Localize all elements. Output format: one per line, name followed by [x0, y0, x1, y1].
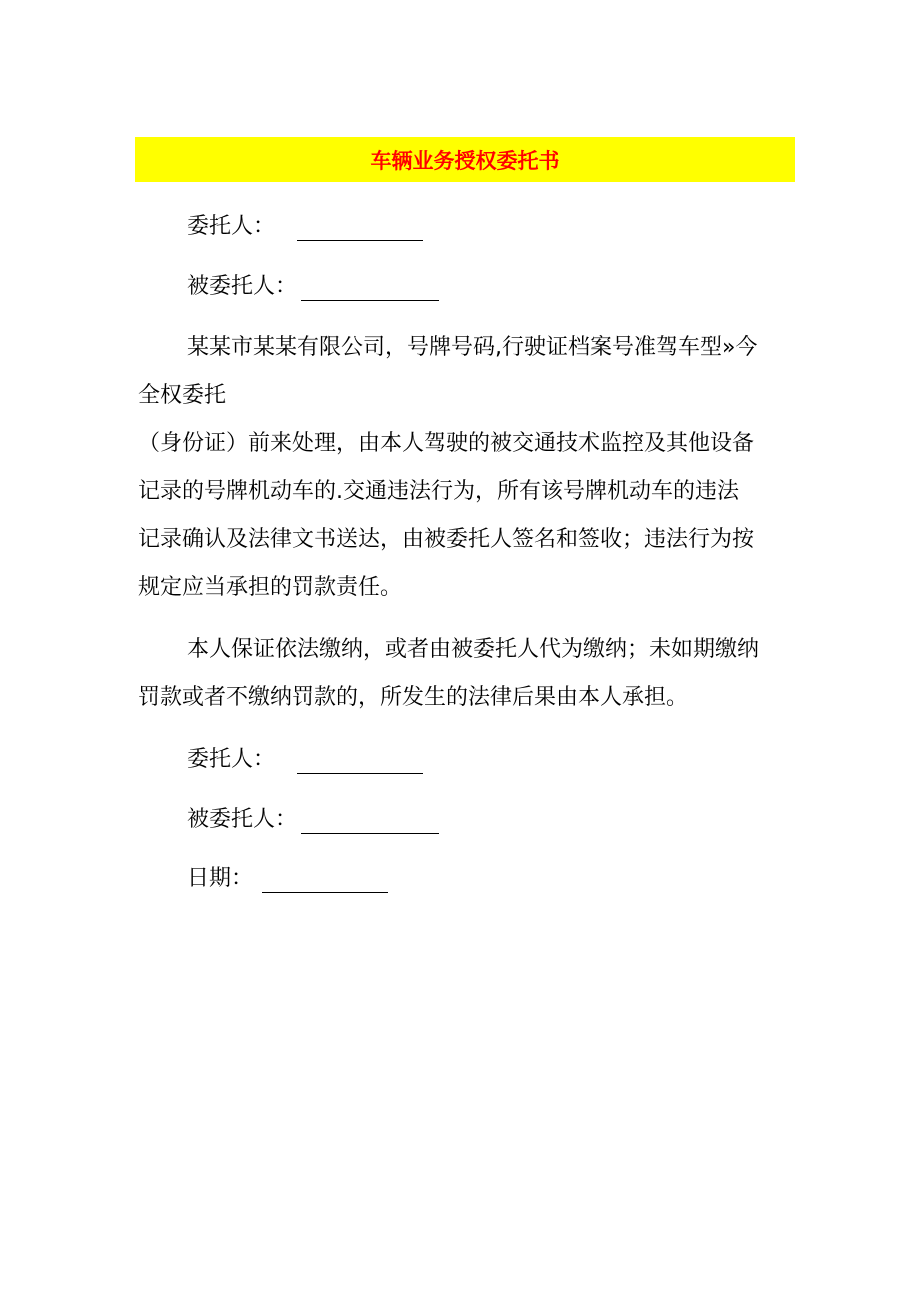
paragraph-line: 本人保证依法缴纳，或者由被委托人代为缴纳；未如期缴纳: [187, 637, 760, 662]
date-field: [187, 864, 388, 894]
principal-blank[interactable]: [297, 218, 423, 241]
agent-field-top: [187, 272, 439, 302]
agent-label: 被委托人：: [187, 274, 298, 299]
paragraph-line: 某某市某某有限公司，号牌号码,行驶证档案号准驾车型»今: [187, 335, 758, 360]
date-blank[interactable]: [262, 870, 388, 893]
paragraph-line: 记录的号牌机动车的.交通违法行为，所有该号牌机动车的违法: [138, 479, 739, 504]
principal-label: 委托人：: [187, 747, 276, 772]
principal-blank[interactable]: [297, 751, 423, 774]
paragraph-line: 记录确认及法律文书送达，由被委托人签名和签收；违法行为按: [138, 527, 755, 552]
agent-blank[interactable]: [301, 811, 439, 834]
date-label: 日期：: [187, 866, 254, 891]
principal-field-bottom: [187, 745, 423, 775]
title-banner: [135, 137, 795, 182]
paragraph-line: 规定应当承担的罚款责任。: [138, 575, 403, 600]
agent-field-bottom: [187, 805, 439, 835]
principal-field-top: [187, 212, 423, 242]
paragraph-line: 罚款或者不缴纳罚款的，所发生的法律后果由本人承担。: [138, 685, 689, 710]
agent-label: 被委托人：: [187, 807, 298, 832]
agent-blank[interactable]: [301, 278, 439, 301]
paragraph-line: （身份证）前来处理，由本人驾驶的被交通技术监控及其他设备: [138, 431, 755, 456]
principal-label: 委托人：: [187, 214, 276, 239]
document-title: 车辆业务授权委托书: [370, 148, 560, 173]
paragraph-line: 全权委托: [138, 383, 227, 408]
